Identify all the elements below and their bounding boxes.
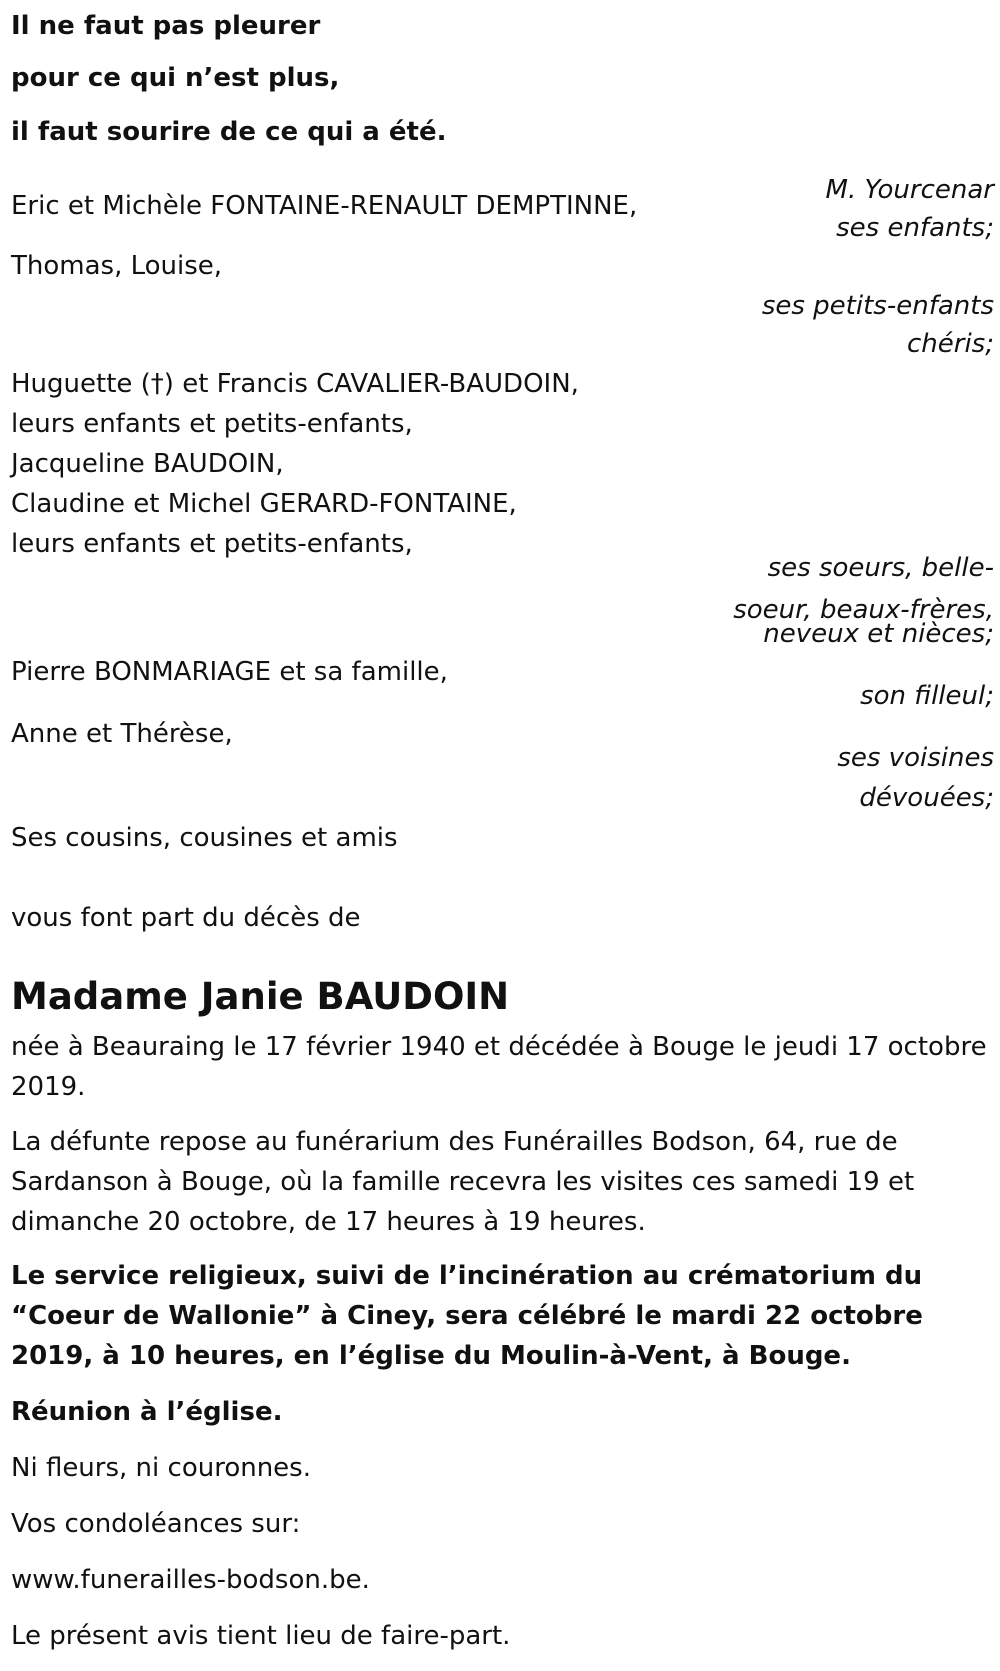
website-link[interactable]: www.funerailles-bodson.be. <box>11 1565 370 1595</box>
quote-line-1: Il ne faut pas pleurer <box>11 11 321 41</box>
siblings-line-4: Claudine et Michel GERARD-FONTAINE, <box>11 489 517 519</box>
neighbors-names: Anne et Thérèse, <box>11 719 233 749</box>
children-names: Eric et Michèle FONTAINE-RENAULT DEMPTINNE, <box>11 191 638 221</box>
siblings-line-3: Jacqueline BAUDOIN, <box>11 449 284 479</box>
quote-line-3: il faut sourire de ce qui a été. <box>11 117 447 147</box>
siblings-line-5: leurs enfants et petits-enfants, <box>11 529 413 559</box>
godson-names: Pierre BONMARIAGE et sa famille, <box>11 657 448 687</box>
grandchildren-role-1: ses petits-enfants <box>761 291 994 321</box>
neighbors-role-1: ses voisines <box>837 743 994 773</box>
repose-paragraph: La défunte repose au funérarium des Funérailles Bodson, 64, rue de Sardanson à Bouge, où la famille recevra les visites ces samedi 19 et dimanche 20 octobre, de 17 heures à 19 heures. <box>11 1127 915 1237</box>
cousins-line: Ses cousins, cousines et amis <box>11 823 398 853</box>
announce-line: vous font part du décès de <box>11 903 361 933</box>
siblings-line-1: Huguette (†) et Francis CAVALIER-BAUDOIN, <box>11 369 579 399</box>
grandchildren-names: Thomas, Louise, <box>11 251 223 281</box>
siblings-line-2: leurs enfants et petits-enfants, <box>11 409 413 439</box>
siblings-role-3: neveux et nièces; <box>763 619 994 649</box>
neighbors-role-2: dévouées; <box>859 783 994 813</box>
flowers-line: Ni fleurs, ni couronnes. <box>11 1453 311 1483</box>
quote-line-2: pour ce qui n’est plus, <box>11 63 340 93</box>
reunion-line: Réunion à l’église. <box>11 1397 283 1427</box>
grandchildren-role-2: chéris; <box>907 329 994 359</box>
service-paragraph: Le service religieux, suivi de l’incinération au crématorium du “Coeur de Wallonie” à Ciney, sera célébré le mardi 22 octobre 2019, à 10 heures, en l’église du Moulin-à-Vent, à Bouge. <box>11 1261 923 1371</box>
children-role: ses enfants; <box>836 213 994 243</box>
quote-author: M. Yourcenar <box>825 175 994 205</box>
deceased-name: Madame Janie BAUDOIN <box>11 975 510 1018</box>
notice-line: Le présent avis tient lieu de faire-part. <box>11 1621 511 1651</box>
birth-death-dates: née à Beauraing le 17 février 1940 et décédée à Bouge le jeudi 17 octobre 2019. <box>11 1032 987 1102</box>
siblings-role-1: ses soeurs, belle- <box>767 553 994 583</box>
siblings-role-2: soeur, beaux-frères, <box>733 595 994 625</box>
godson-role: son filleul; <box>860 681 994 711</box>
condolences-line: Vos condoléances sur: <box>11 1509 301 1539</box>
